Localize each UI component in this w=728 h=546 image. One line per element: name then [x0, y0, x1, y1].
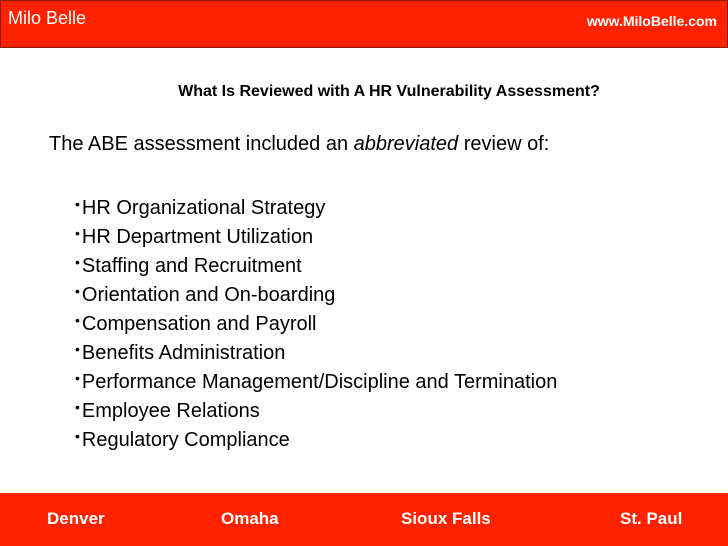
list-item: [75, 422, 557, 451]
list-item: [75, 219, 557, 248]
intro-text-start: The ABE assessment included an: [49, 133, 354, 155]
brand-name: Milo Belle: [8, 8, 87, 28]
bullet-icon: •: [75, 341, 80, 357]
slide-title: What Is Reviewed with A HR Vulnerability Assessment?: [178, 83, 600, 100]
list-item: [75, 393, 557, 422]
header-bar: [0, 0, 728, 48]
bullet-icon: •: [75, 196, 80, 212]
city-st-paul: St. Paul: [620, 509, 683, 528]
review-list: [75, 190, 557, 451]
list-item: [75, 277, 557, 306]
list-item-label: Regulatory Compliance: [81, 429, 290, 451]
intro-text-end: review of:: [458, 133, 550, 155]
list-item: [75, 335, 557, 364]
intro-emphasis: abbreviated: [353, 133, 459, 155]
list-item-label: HR Department Utilization: [81, 226, 314, 248]
bullet-icon: •: [75, 428, 80, 444]
bullet-icon: •: [75, 283, 80, 299]
list-item-label: Employee Relations: [81, 400, 260, 422]
list-item-label: Staffing and Recruitment: [81, 255, 302, 277]
list-item-label: HR Organizational Strategy: [81, 197, 326, 219]
list-item-label: Performance Management/Discipline and Termination: [81, 371, 558, 393]
intro-text: [49, 133, 549, 156]
list-item-label: Orientation and On-boarding: [81, 284, 336, 306]
list-item: [75, 364, 557, 393]
bullet-icon: •: [75, 225, 80, 241]
bullet-icon: •: [75, 370, 80, 386]
city-sioux-falls: Sioux Falls: [401, 509, 491, 528]
list-item-label: Benefits Administration: [81, 342, 286, 364]
website-link[interactable]: www.MiloBelle.com: [586, 13, 717, 29]
city-omaha: Omaha: [221, 509, 279, 528]
list-item: [75, 190, 557, 219]
list-item: [75, 248, 557, 277]
bullet-icon: •: [75, 312, 80, 328]
list-item: [75, 306, 557, 335]
bullet-icon: •: [75, 254, 80, 270]
list-item-label: Compensation and Payroll: [81, 313, 317, 335]
city-denver: Denver: [47, 509, 105, 528]
footer-bar: [0, 493, 728, 546]
bullet-icon: •: [75, 399, 80, 415]
